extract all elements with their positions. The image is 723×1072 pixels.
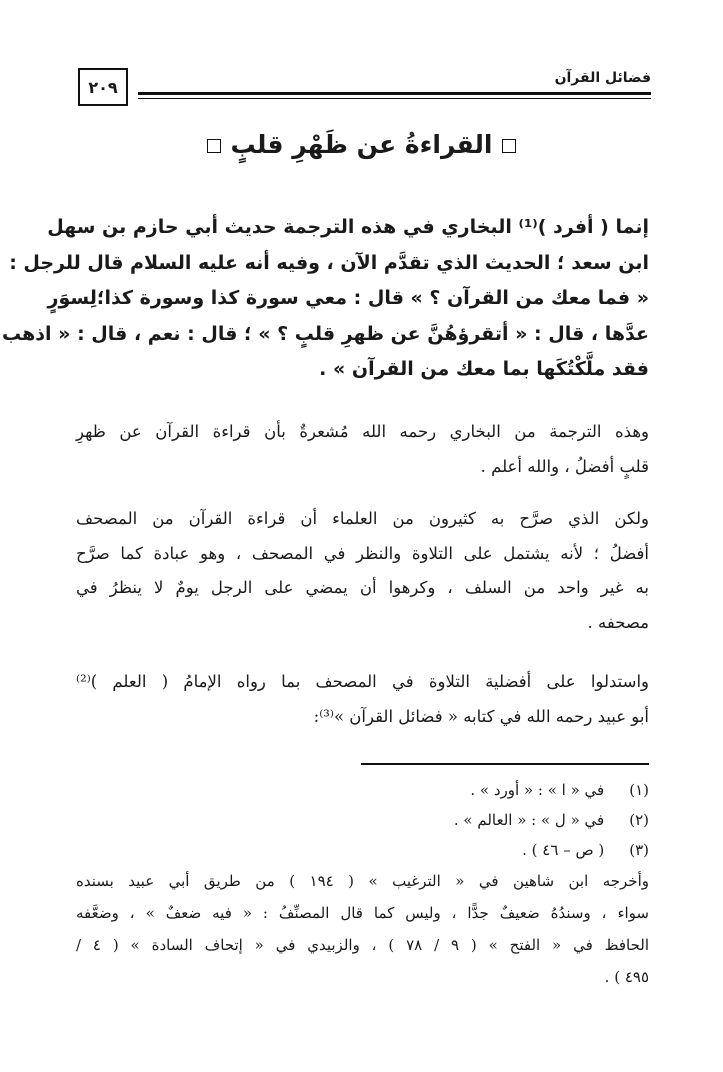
footnote-line: وأخرجه ابن شاهين في « الترغيب » ( ١٩٤ ) من طريق أبي عبيد بسنده [76, 872, 649, 890]
square-ornament-icon [207, 139, 221, 153]
paragraph [76, 665, 649, 734]
footnote-text: في « ل » : « العالم » . [453, 811, 605, 829]
footnote-text: في « ا » : « أورد » . [470, 781, 605, 799]
page-number-text: ٢٠٩ [88, 77, 118, 97]
text-line: واستدلوا على أفضلية التلاوة في المصحف بما رواه الإمامُ ( العلم )⁽²⁾ [76, 672, 649, 691]
footnote-continuation [76, 865, 649, 993]
text-line: أفضلُ ؛ لأنه يشتمل على التلاوة والنظر في المصحف ، وهو عبادة كما صرَّح [76, 543, 649, 563]
section-title-text: القراءةُ عن ظَهْرِ قلبٍ [230, 130, 493, 159]
footnote-number: (١) [629, 781, 649, 799]
text-line: « فما معك من القرآن ؟ » قال : معي سورة كذا وسورة كذا؛لِسوَرٍ [47, 287, 649, 309]
text-line: ولكن الذي صرَّح به كثيرون من العلماء أن قراءة القرآن من المصحف [76, 509, 649, 528]
footnote-line: سواء ، وسندُهُ ضعيفٌ جدًّا ، وليس كما قال المصنِّفُ : « فيه ضعفٌ » ، وضعَّفه [76, 904, 649, 922]
paragraph [76, 502, 649, 640]
text-line: ابن سعد ؛ الحديث الذي تقدَّم الآن ، وفيه أنه عليه السلام قال للرجل : [9, 251, 649, 274]
header-rule-thin [138, 98, 651, 99]
text-line: وهذه الترجمة من البخاري رحمه الله مُشعرةٌ بأن قراءة القرآن عن ظهرِ [76, 422, 649, 441]
footnote-number: (٣) [629, 841, 649, 859]
footnotes [76, 775, 649, 993]
paragraph [76, 415, 649, 484]
footnote-item [76, 805, 649, 835]
page-number [78, 68, 128, 106]
text-line: فقد ملَّكْتُكَها بما معك من القرآن » . [319, 358, 649, 380]
footnote-text: ( ص – ٤٦ ) . [522, 841, 605, 859]
footnote-item [76, 775, 649, 805]
text-line: أبو عبيد رحمه الله في كتابه « فضائل القرآن »⁽³⁾: [313, 706, 649, 726]
paragraph-bold-intro [2, 210, 649, 388]
footnote-item [76, 835, 649, 865]
text-line: عدَّها ، قال : « أتقرؤهُنَّ عن ظهرِ قلبٍ ؟ » ؛ قال : نعم ، قال : « اذهب [2, 322, 649, 345]
running-header: فضائل القرآن [554, 70, 651, 86]
footnote-separator [361, 763, 649, 765]
footnote-line: ٤٩٥ ) . [604, 968, 649, 986]
text-line: مصحفه . [587, 612, 649, 632]
text-line: قلبٍ أفضلُ ، والله أعلم . [480, 456, 649, 476]
footnote-number: (٢) [629, 811, 649, 829]
square-ornament-icon [502, 139, 516, 153]
text-line: إنما ( أفرد )⁽¹⁾ البخاري في هذه الترجمة حديث أبي حازم بن سهل [47, 216, 649, 238]
section-heading [0, 130, 723, 159]
header-rule [138, 92, 651, 95]
text-line: به غير واحد من السلف ، وكرهوا أن يمضي على الرجل يومٌ لا ينظرُ في [76, 578, 649, 597]
footnote-line: الحافظ في « الفتح » ( ٩ / ٧٨ ) ، والزبيدي في « إتحاف السادة » ( ٤ / [76, 936, 650, 954]
